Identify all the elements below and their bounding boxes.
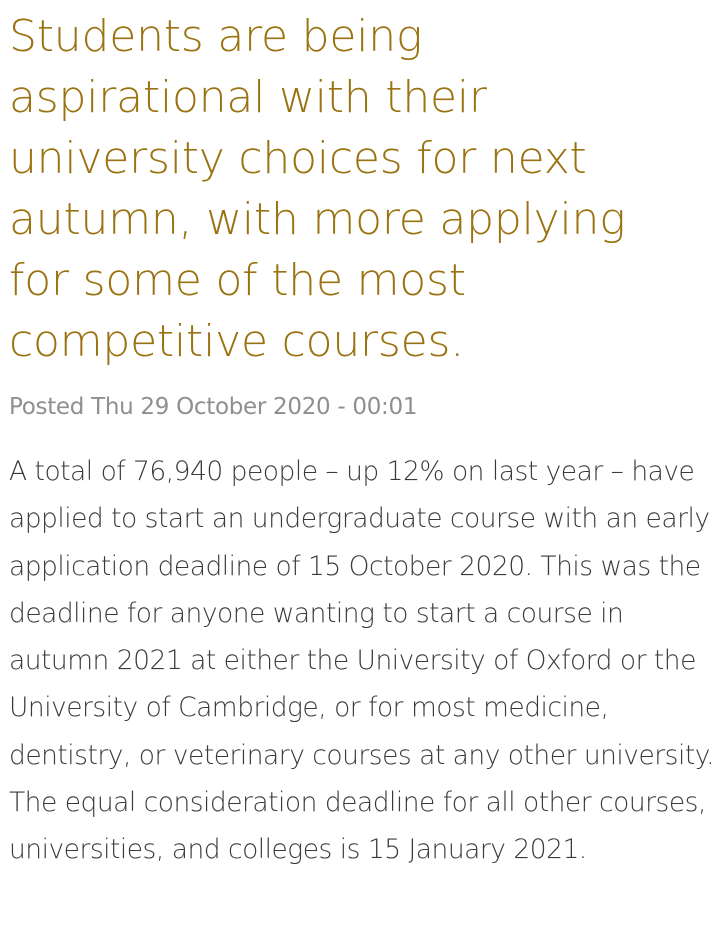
article-body-paragraph: A total of 76,940 people – up 12% on last year – have applied to start an undergraduate course with an early application deadline of 15 October 2020. This was the deadline for anyone wanting to start a course in autumn 2021 at either the University of Oxford or the University of Cambridge, or for most medicine, dentistry, or veterinary courses at any other university. The equal consideration deadline for all other courses, universities, and colleges is 15 January 2021.	[9, 456, 715, 866]
article-headline: Students are being aspirational with their university choices for next autumn, with more applying for some of the most competitive courses.	[9, 11, 626, 367]
posted-date: Posted Thu 29 October 2020 - 00:01	[9, 394, 418, 420]
